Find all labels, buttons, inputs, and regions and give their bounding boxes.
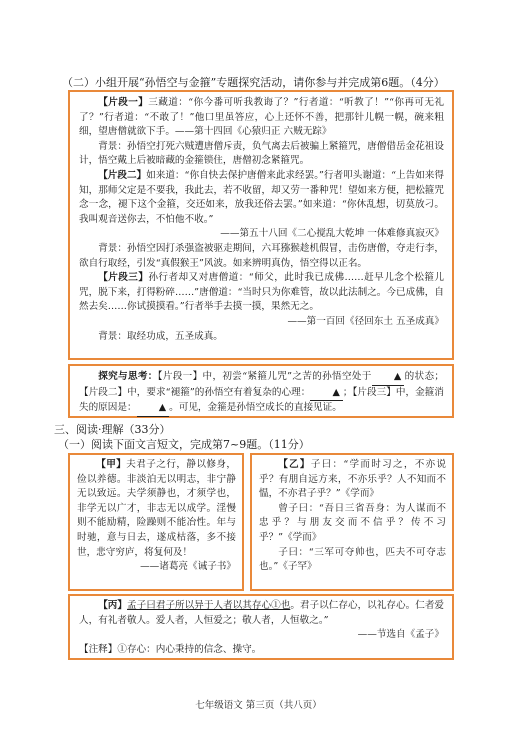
sub1-title: （一）阅读下面文言短文，完成第7~9题。（11分） [58,438,310,451]
explore-box [68,364,454,418]
explore-text-1: 【片段一】中，初尝“紧箍儿咒”之苦的孙悟空处于 [157,371,372,382]
passage-b-3: 子曰：“三军可夺帅也，匹夫不可夺志也。”《子罕》 [259,546,446,573]
passage-b-label: 【乙】 [278,459,311,470]
passage-c-underlined: 孟子曰君子所以异于人者以其存心①也 [127,600,291,611]
passage-a-text: 夫君子之行，静以修身，俭以养德。非淡泊无以明志，非宁静无以致远。夫学须静也，才须学也，非学无以广才，非志无以成学。淫慢则不能励精，险躁则不能冶性。年与时驰，意与日去，遂成枯落，多不接世，悲守穷庐，将复何及！ [77,459,237,558]
passage-a-source: ——诸葛亮《诫子书》 [140,561,236,573]
segment3-label: 【片段三】 [98,272,149,284]
explore-label: 探究与思考： [98,371,158,382]
segment1-background: 背景：孙悟空打死六贼遭唐僧斥责，负气离去后被骗上紧箍咒，唐僧借岳金花祖设计，悟空戴上后被暗藏的金箍锁住，唐僧初念紧箍咒。 [79,140,444,167]
passage-b-text-1: 子曰：“学而时习之，不亦说乎？有朋自远方来，不亦乐乎？人不知而不愠，不亦君子乎？”《学而》 [259,459,447,500]
passage-c-text: 。君子以仁存心，以礼存心。仁者爱人，有礼者敬人。爱人者，人恒爱之；敬人者，人恒敬之。” [79,600,445,626]
passage-c-label: 【丙】 [98,600,128,611]
answer-blank-2[interactable]: ▲ [310,386,343,402]
segment3-background: 背景：取经功成，五圣成真。 [98,330,223,342]
segment2-label: 【片段二】 [98,169,147,181]
segment3-text: 孙行者却又对唐僧道：“师父，此时我已成佛……赶早儿念个松箍儿咒，脱下来，打得粉碎……”唐僧道：“当时只为你难管，故以此法制之。今已成佛，自然去矣……你试摸摸看。”行者举手去摸一摸，果然无之。 [79,272,445,313]
explore-text-3: ；【片段三】中，金箍消失的原因是： [79,386,445,414]
explore-question [79,370,444,417]
passage-b-box [250,453,454,591]
segment1-label: 【片段一】 [98,97,149,108]
segment2 [79,169,444,227]
explore-text-2: 的状态；【片段二】中，要求“褪箍”的孙悟空有着复杂的心理： [79,371,444,398]
segment1-text: 三藏道：“你今番可听我教诲了？”行者道：“听教了！”“你再可无礼了？”行者道：“不敢了！”他口里虽答应，心上还怀不善，把那针儿幌一幌，碗来粗细，望唐僧就欲下手。——第十四回《心猿归正 六贼无踪》 [79,97,444,138]
passage-c [79,599,444,628]
passage-b-2: 曾子曰：“吾日三省吾身：为人谋而不忠乎？与朋友交而不信乎？传不习乎？”《学而》 [259,502,446,543]
segment2-background: 背景：孙悟空因打杀强盗被驱走期间，六耳猕猴趁机假冒，击伤唐僧，夺走行李，欲自行取经，引发“真假猴王”风波。如来辨明真伪，悟空得以正名。 [79,242,444,269]
page-footer: 七年级语文 第三页（共八页） [195,700,322,711]
segment3 [79,271,444,315]
passage-a-label: 【甲】 [96,459,127,470]
segment1 [79,96,444,140]
passage-c-box [68,594,454,660]
passage-c-source: ——节选自《孟子》 [357,629,444,641]
passage-c-note: 【注释】①存心：内心秉持的信念、操守。 [79,643,262,655]
answer-blank-3[interactable]: ▲ [137,401,170,417]
passage-b-1 [259,458,446,502]
explore-text-4: 。可见，金箍是孙悟空成长的直接见证。 [169,402,342,414]
passage-a [77,458,236,560]
answer-blank-1[interactable]: ▲ [372,370,405,386]
passage-a-box [68,453,244,591]
segments-box [68,90,454,360]
question-header: （二）小组开展“孙悟空与金箍”专题探究活动，请你参与并完成第6题。（4分） [62,76,445,89]
section3-title: 三、阅读·理解（33分） [54,423,171,436]
segment2-text: 如来道：“你自快去保护唐僧来此求经罢。”行者叩头谢道：“上告如来得知，那师父定是不要我，我此去，若不收留，却又劳一番种咒！望如来方便，把松箍咒念一念，褪下这个金箍，交还如来，放我还俗去罢。”如来道：“你休乱想，切莫放刁。我叫观音送你去，不怕他不收。” [79,169,444,225]
segment3-source: ——第一百回《径回东土 五圣成真》 [287,315,444,327]
segment2-source: ——第五十八回《二心搅乱大乾坤 一体难修真寂灭》 [220,228,444,240]
